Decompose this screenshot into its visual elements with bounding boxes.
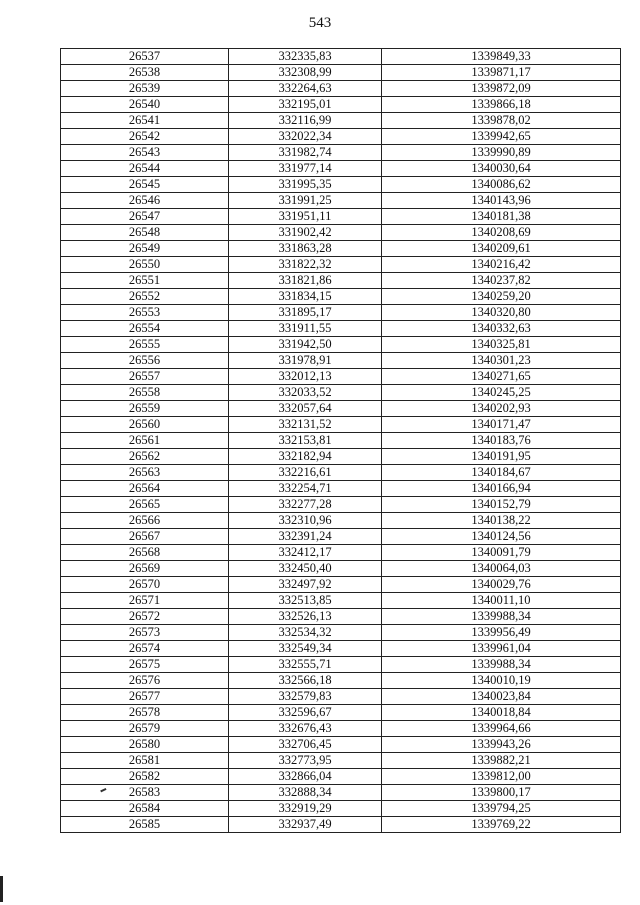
point-number-cell: 26551 — [61, 273, 229, 289]
y-coordinate-cell: 1340086,62 — [382, 177, 621, 193]
point-number-cell: 26541 — [61, 113, 229, 129]
table-row — [61, 689, 621, 705]
point-number-cell: 26574 — [61, 641, 229, 657]
x-coordinate-cell: 332254,71 — [229, 481, 382, 497]
y-coordinate-cell: 1340152,79 — [382, 497, 621, 513]
y-coordinate-cell: 1340320,80 — [382, 305, 621, 321]
table-row — [61, 97, 621, 113]
x-coordinate-cell: 331821,86 — [229, 273, 382, 289]
point-number-cell: 26543 — [61, 145, 229, 161]
point-number-cell: 26539 — [61, 81, 229, 97]
x-coordinate-cell: 332497,92 — [229, 577, 382, 593]
table-row — [61, 241, 621, 257]
table-row — [61, 545, 621, 561]
table-row — [61, 129, 621, 145]
x-coordinate-cell: 332450,40 — [229, 561, 382, 577]
x-coordinate-cell: 332195,01 — [229, 97, 382, 113]
point-number-cell: 26569 — [61, 561, 229, 577]
x-coordinate-cell: 331991,25 — [229, 193, 382, 209]
x-coordinate-cell: 332264,63 — [229, 81, 382, 97]
table-row — [61, 81, 621, 97]
point-number-cell: 26580 — [61, 737, 229, 753]
x-coordinate-cell: 332579,83 — [229, 689, 382, 705]
y-coordinate-cell: 1339990,89 — [382, 145, 621, 161]
point-number-cell: 26581 — [61, 753, 229, 769]
y-coordinate-cell: 1340029,76 — [382, 577, 621, 593]
table-row — [61, 65, 621, 81]
x-coordinate-cell: 332549,34 — [229, 641, 382, 657]
y-coordinate-cell: 1339849,33 — [382, 49, 621, 65]
table-row — [61, 641, 621, 657]
y-coordinate-cell: 1340018,84 — [382, 705, 621, 721]
y-coordinate-cell: 1340011,10 — [382, 593, 621, 609]
x-coordinate-cell: 332513,85 — [229, 593, 382, 609]
y-coordinate-cell: 1340202,93 — [382, 401, 621, 417]
x-coordinate-cell: 332412,17 — [229, 545, 382, 561]
x-coordinate-cell: 331863,28 — [229, 241, 382, 257]
y-coordinate-cell: 1339956,49 — [382, 625, 621, 641]
table-row — [61, 113, 621, 129]
table-row — [61, 305, 621, 321]
y-coordinate-cell: 1340010,19 — [382, 673, 621, 689]
x-coordinate-cell: 332706,45 — [229, 737, 382, 753]
table-row — [61, 449, 621, 465]
y-coordinate-cell: 1339812,00 — [382, 769, 621, 785]
y-coordinate-cell: 1339872,09 — [382, 81, 621, 97]
x-coordinate-cell: 332131,52 — [229, 417, 382, 433]
table-row — [61, 817, 621, 833]
x-coordinate-cell: 332116,99 — [229, 113, 382, 129]
table-row — [61, 177, 621, 193]
x-coordinate-cell: 331822,32 — [229, 257, 382, 273]
point-number-cell: 26573 — [61, 625, 229, 641]
y-coordinate-cell: 1340138,22 — [382, 513, 621, 529]
y-coordinate-cell: 1339794,25 — [382, 801, 621, 817]
table-row — [61, 161, 621, 177]
y-coordinate-cell: 1340271,65 — [382, 369, 621, 385]
x-coordinate-cell: 332919,29 — [229, 801, 382, 817]
x-coordinate-cell: 332391,24 — [229, 529, 382, 545]
point-number-cell: 26557 — [61, 369, 229, 385]
table-row — [61, 577, 621, 593]
table-row — [61, 289, 621, 305]
x-coordinate-cell: 331978,91 — [229, 353, 382, 369]
table-row — [61, 785, 621, 801]
point-number-cell: 26566 — [61, 513, 229, 529]
point-number-cell: 26568 — [61, 545, 229, 561]
x-coordinate-cell: 331902,42 — [229, 225, 382, 241]
x-coordinate-cell: 332216,61 — [229, 465, 382, 481]
point-number-cell: 26554 — [61, 321, 229, 337]
y-coordinate-cell: 1339943,26 — [382, 737, 621, 753]
table-row — [61, 657, 621, 673]
x-coordinate-cell: 331911,55 — [229, 321, 382, 337]
table-row — [61, 593, 621, 609]
y-coordinate-cell: 1340030,64 — [382, 161, 621, 177]
y-coordinate-cell: 1340064,03 — [382, 561, 621, 577]
y-coordinate-cell: 1340171,47 — [382, 417, 621, 433]
x-coordinate-cell: 332866,04 — [229, 769, 382, 785]
x-coordinate-cell: 332526,13 — [229, 609, 382, 625]
table-row — [61, 49, 621, 65]
table-row — [61, 337, 621, 353]
scan-edge-mark — [0, 876, 3, 902]
point-number-cell: 26540 — [61, 97, 229, 113]
point-number-cell: 26547 — [61, 209, 229, 225]
x-coordinate-cell: 331951,11 — [229, 209, 382, 225]
point-number-cell: 26562 — [61, 449, 229, 465]
table-row — [61, 257, 621, 273]
x-coordinate-cell: 332022,34 — [229, 129, 382, 145]
y-coordinate-cell: 1340325,81 — [382, 337, 621, 353]
point-number-cell: 26575 — [61, 657, 229, 673]
point-number-cell: 26556 — [61, 353, 229, 369]
table-row — [61, 737, 621, 753]
point-number-cell: 26582 — [61, 769, 229, 785]
table-row — [61, 609, 621, 625]
y-coordinate-cell: 1340091,79 — [382, 545, 621, 561]
x-coordinate-cell: 332057,64 — [229, 401, 382, 417]
y-coordinate-cell: 1340143,96 — [382, 193, 621, 209]
y-coordinate-cell: 1340209,61 — [382, 241, 621, 257]
point-number-cell: 26560 — [61, 417, 229, 433]
point-number-cell: 26577 — [61, 689, 229, 705]
point-number-cell: 26553 — [61, 305, 229, 321]
table-row — [61, 705, 621, 721]
table-row — [61, 625, 621, 641]
y-coordinate-cell: 1339942,65 — [382, 129, 621, 145]
x-coordinate-cell: 331977,14 — [229, 161, 382, 177]
y-coordinate-cell: 1340181,38 — [382, 209, 621, 225]
point-number-cell: 26570 — [61, 577, 229, 593]
table-row — [61, 193, 621, 209]
y-coordinate-cell: 1340023,84 — [382, 689, 621, 705]
y-coordinate-cell: 1340184,67 — [382, 465, 621, 481]
table-row — [61, 209, 621, 225]
point-number-cell: 26542 — [61, 129, 229, 145]
table-row — [61, 769, 621, 785]
y-coordinate-cell: 1339866,18 — [382, 97, 621, 113]
table-row — [61, 385, 621, 401]
y-coordinate-cell: 1340183,76 — [382, 433, 621, 449]
y-coordinate-cell: 1340259,20 — [382, 289, 621, 305]
table-row — [61, 673, 621, 689]
x-coordinate-cell: 332937,49 — [229, 817, 382, 833]
point-number-cell: 26567 — [61, 529, 229, 545]
y-coordinate-cell: 1340332,63 — [382, 321, 621, 337]
point-number-cell: 26584 — [61, 801, 229, 817]
point-number-cell: 26576 — [61, 673, 229, 689]
table-row — [61, 529, 621, 545]
point-number-cell: 26572 — [61, 609, 229, 625]
table-row — [61, 145, 621, 161]
table-body — [61, 49, 621, 833]
y-coordinate-cell: 1340301,23 — [382, 353, 621, 369]
y-coordinate-cell: 1339871,17 — [382, 65, 621, 81]
y-coordinate-cell: 1340216,42 — [382, 257, 621, 273]
y-coordinate-cell: 1340124,56 — [382, 529, 621, 545]
x-coordinate-cell: 332277,28 — [229, 497, 382, 513]
x-coordinate-cell: 332566,18 — [229, 673, 382, 689]
point-number-cell: 26579 — [61, 721, 229, 737]
table-row — [61, 561, 621, 577]
point-number-cell: 26559 — [61, 401, 229, 417]
point-number-cell: 26564 — [61, 481, 229, 497]
y-coordinate-cell: 1339961,04 — [382, 641, 621, 657]
point-number-cell: 26550 — [61, 257, 229, 273]
x-coordinate-cell: 332888,34 — [229, 785, 382, 801]
table-row — [61, 273, 621, 289]
point-number-cell: 26546 — [61, 193, 229, 209]
table-row — [61, 433, 621, 449]
point-number-cell: 26552 — [61, 289, 229, 305]
point-number-cell: 26544 — [61, 161, 229, 177]
table-row — [61, 225, 621, 241]
y-coordinate-cell: 1339964,66 — [382, 721, 621, 737]
x-coordinate-cell: 332596,67 — [229, 705, 382, 721]
y-coordinate-cell: 1339988,34 — [382, 609, 621, 625]
page-number: 543 — [308, 15, 332, 31]
x-coordinate-cell: 332534,32 — [229, 625, 382, 641]
y-coordinate-cell: 1339800,17 — [382, 785, 621, 801]
point-number-cell: 26563 — [61, 465, 229, 481]
point-number-cell: 26578 — [61, 705, 229, 721]
y-coordinate-cell: 1340208,69 — [382, 225, 621, 241]
table-row — [61, 353, 621, 369]
x-coordinate-cell: 331995,35 — [229, 177, 382, 193]
x-coordinate-cell: 332310,96 — [229, 513, 382, 529]
point-number-cell: 26558 — [61, 385, 229, 401]
table-row — [61, 417, 621, 433]
table-row — [61, 721, 621, 737]
point-number-cell: 26561 — [61, 433, 229, 449]
x-coordinate-cell: 332676,43 — [229, 721, 382, 737]
table-row — [61, 753, 621, 769]
point-number-cell: 26565 — [61, 497, 229, 513]
point-number-cell: 26545 — [61, 177, 229, 193]
y-coordinate-cell: 1340237,82 — [382, 273, 621, 289]
x-coordinate-cell: 331895,17 — [229, 305, 382, 321]
x-coordinate-cell: 332153,81 — [229, 433, 382, 449]
point-number-cell: 26585 — [61, 817, 229, 833]
coordinates-table — [60, 48, 621, 833]
x-coordinate-cell: 332182,94 — [229, 449, 382, 465]
x-coordinate-cell: 332033,52 — [229, 385, 382, 401]
table-row — [61, 401, 621, 417]
table-row — [61, 513, 621, 529]
x-coordinate-cell: 332012,13 — [229, 369, 382, 385]
x-coordinate-cell: 332308,99 — [229, 65, 382, 81]
y-coordinate-cell: 1339878,02 — [382, 113, 621, 129]
point-number-cell: 26583 — [61, 785, 229, 801]
table-row — [61, 369, 621, 385]
point-number-cell: 26549 — [61, 241, 229, 257]
point-number-cell: 26555 — [61, 337, 229, 353]
y-coordinate-cell: 1340166,94 — [382, 481, 621, 497]
point-number-cell: 26548 — [61, 225, 229, 241]
y-coordinate-cell: 1340245,25 — [382, 385, 621, 401]
y-coordinate-cell: 1340191,95 — [382, 449, 621, 465]
x-coordinate-cell: 332555,71 — [229, 657, 382, 673]
table-row — [61, 465, 621, 481]
y-coordinate-cell: 1339882,21 — [382, 753, 621, 769]
y-coordinate-cell: 1339769,22 — [382, 817, 621, 833]
table-row — [61, 497, 621, 513]
x-coordinate-cell: 331982,74 — [229, 145, 382, 161]
x-coordinate-cell: 331942,50 — [229, 337, 382, 353]
x-coordinate-cell: 332335,83 — [229, 49, 382, 65]
point-number-cell: 26571 — [61, 593, 229, 609]
point-number-cell: 26538 — [61, 65, 229, 81]
y-coordinate-cell: 1339988,34 — [382, 657, 621, 673]
x-coordinate-cell: 331834,15 — [229, 289, 382, 305]
point-number-cell: 26537 — [61, 49, 229, 65]
table-row — [61, 801, 621, 817]
table-row — [61, 481, 621, 497]
x-coordinate-cell: 332773,95 — [229, 753, 382, 769]
table-row — [61, 321, 621, 337]
